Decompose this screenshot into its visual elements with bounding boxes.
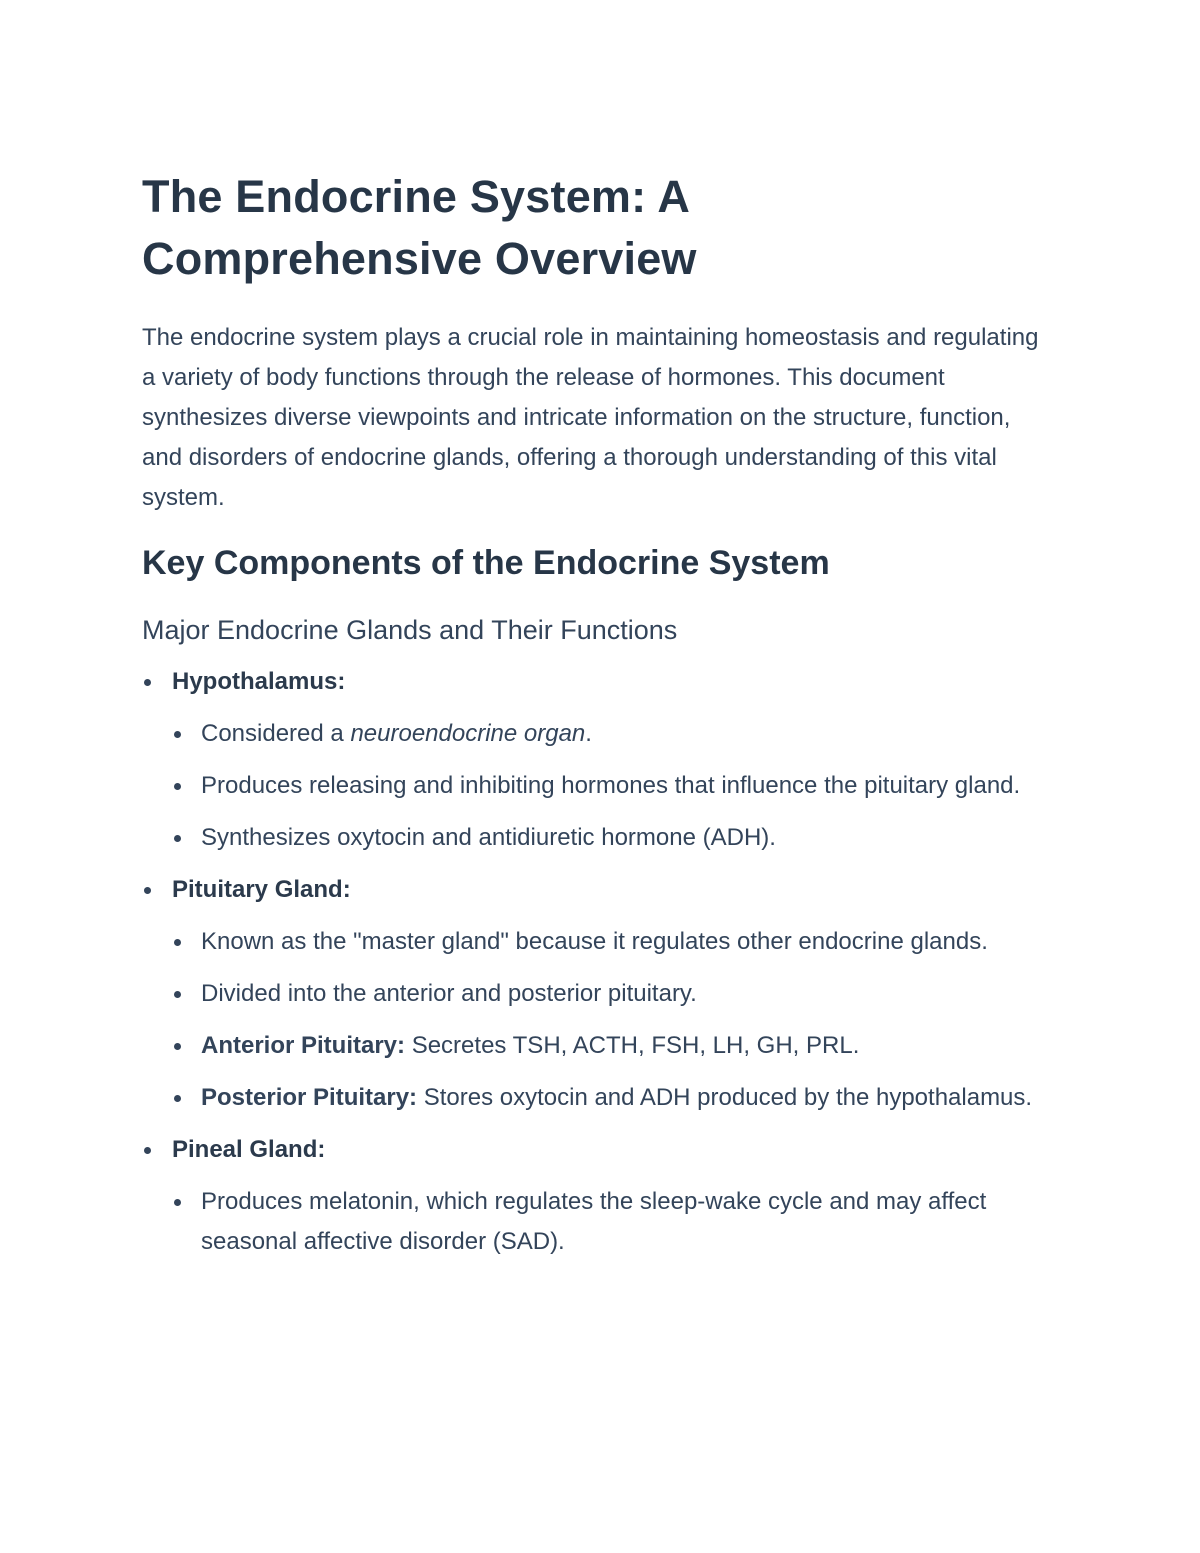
page-title-line1: The Endocrine System: A <box>142 171 691 222</box>
list-item-text: Secretes TSH, ACTH, FSH, LH, GH, PRL. <box>405 1032 860 1059</box>
section-heading: Key Components of the Endocrine System <box>142 544 830 582</box>
list-item <box>172 922 1052 962</box>
list-item-text: Synthesizes oxytocin and antidiuretic hormone (ADH). <box>201 824 776 851</box>
intro-paragraph: The endocrine system plays a crucial role in maintaining homeostasis and regulating a variety of body functions through the release of hormones. This document synthesizes diverse viewpoints and intricate information on the structure, function, and disorders of endocrine glands, offering a thorough understanding of this vital system. <box>142 324 1039 511</box>
gland-item-pineal <box>142 1130 1052 1262</box>
list-item <box>172 1026 1052 1066</box>
list-item-text: Known as the "master gland" because it regulates other endocrine glands. <box>201 928 988 955</box>
gland-item-hypothalamus <box>142 662 1052 858</box>
list-item <box>172 1078 1052 1118</box>
list-item-label: Posterior Pituitary: <box>201 1084 418 1111</box>
list-item-text: Divided into the anterior and posterior pituitary. <box>201 980 697 1007</box>
list-item-text: Produces releasing and inhibiting hormones that influence the pituitary gland. <box>201 772 1021 799</box>
list-item <box>172 974 1052 1014</box>
gland-name: Hypothalamus: <box>172 668 346 695</box>
gland-detail-list <box>172 922 1052 1118</box>
list-item-text: Produces melatonin, which regulates the sleep-wake cycle and may affect seasonal affective disorder (SAD). <box>201 1188 987 1255</box>
gland-detail-list <box>172 714 1052 858</box>
list-item <box>172 766 1052 806</box>
list-item <box>172 818 1052 858</box>
subsection-heading: Major Endocrine Glands and Their Functions <box>142 615 678 645</box>
list-item-text: . <box>585 720 592 747</box>
list-item <box>172 714 1052 754</box>
emphasis-text: neuroendocrine organ <box>350 720 586 747</box>
list-item-label: Anterior Pituitary: <box>201 1032 406 1059</box>
gland-detail-list <box>172 1182 1052 1262</box>
list-item <box>172 1182 1052 1262</box>
gland-name: Pineal Gland: <box>172 1136 326 1163</box>
list-item-text: Stores oxytocin and ADH produced by the hypothalamus. <box>417 1084 1033 1111</box>
list-item-text: Considered a <box>201 720 351 747</box>
document-page <box>142 166 1052 1262</box>
gland-item-pituitary <box>142 870 1052 1118</box>
gland-name: Pituitary Gland: <box>172 876 351 903</box>
page-title-line2: Comprehensive Overview <box>142 233 697 284</box>
page-title <box>142 166 1052 290</box>
gland-list <box>142 662 1052 1262</box>
